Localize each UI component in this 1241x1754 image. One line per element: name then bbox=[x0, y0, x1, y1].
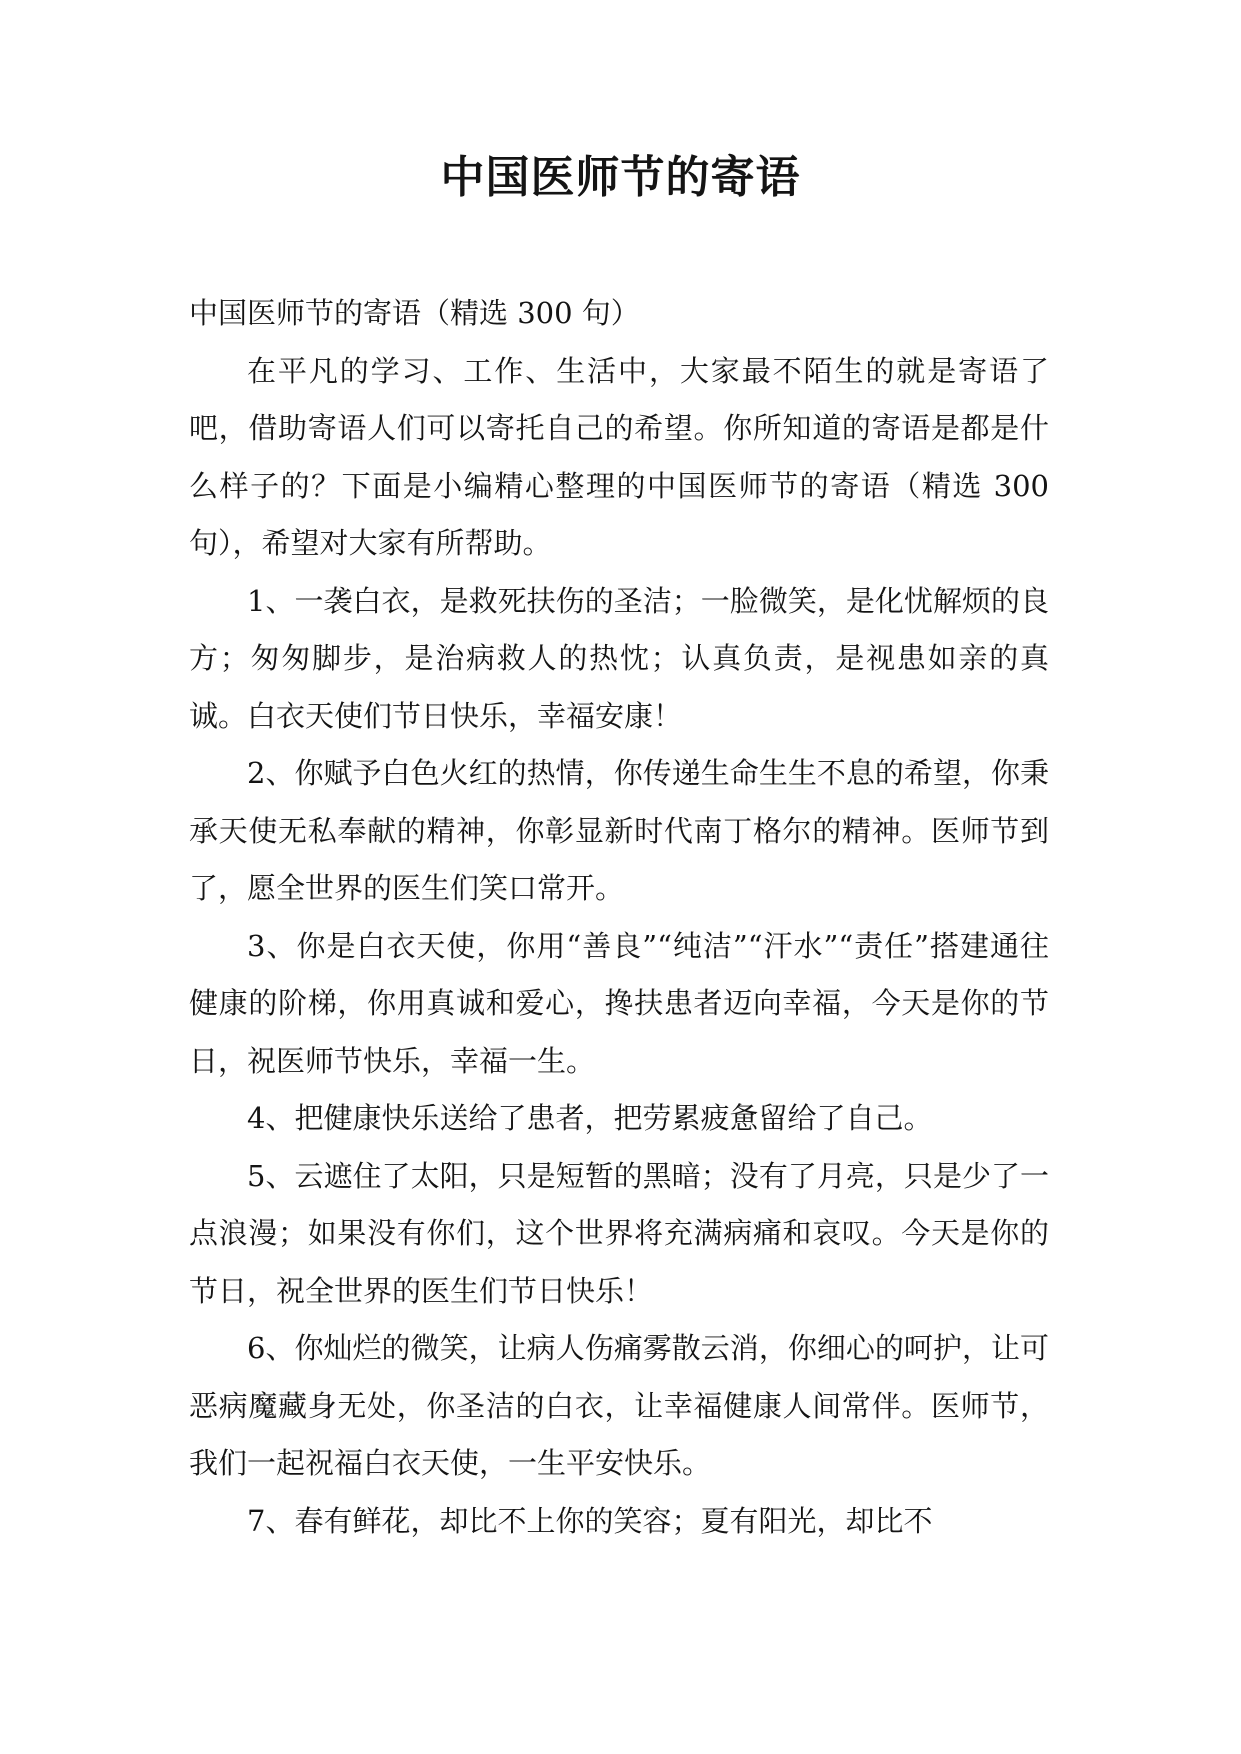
message-paragraph-6: 6、你灿烂的微笑，让病人伤痛雾散云消，你细心的呵护，让可恶病魔藏身无处，你圣洁的白衣，让幸福健康人间常伴。医师节，我们一起祝福白衣天使，一生平安快乐。 bbox=[189, 1331, 1049, 1480]
document-title: 中国医师节的寄语 bbox=[440, 152, 801, 203]
document-subtitle: 中国医师节的寄语（精选 300 句） bbox=[189, 296, 640, 330]
message-paragraph-5: 5、云遮住了太阳，只是短暂的黑暗；没有了月亮，只是少了一点浪漫；如果没有你们，这个世界将充满病痛和哀叹。今天是你的节日，祝全世界的医生们节日快乐！ bbox=[189, 1158, 1049, 1308]
message-paragraph-2: 2、你赋予白色火红的热情，你传递生命生生不息的希望，你秉承天使无私奉献的精神，你彰显新时代南丁格尔的精神。医师节到了，愿全世界的医生们笑口常开。 bbox=[189, 756, 1049, 905]
intro-paragraph: 在平凡的学习、工作、生活中，大家最不陌生的就是寄语了吧，借助寄语人们可以寄托自己的希望。你所知道的寄语是都是什么样子的？下面是小编精心整理的中国医师节的寄语（精选 300 句），希望对大家有所帮助。 bbox=[189, 353, 1049, 560]
document-body bbox=[189, 285, 1049, 1550]
message-paragraph-4: 4、把健康快乐送给了患者，把劳累疲惫留给了自己。 bbox=[247, 1101, 933, 1135]
message-paragraph-3: 3、你是白衣天使，你用“善良”“纯洁”“汗水”“责任”搭建通往健康的阶梯，你用真诚和爱心，搀扶患者迈向幸福，今天是你的节日，祝医师节快乐，幸福一生。 bbox=[189, 928, 1049, 1078]
message-paragraph-7: 7、春有鲜花，却比不上你的笑容；夏有阳光，却比不 bbox=[247, 1503, 933, 1538]
message-paragraph-1: 1、一袭白衣，是救死扶伤的圣洁；一脸微笑，是化忧解烦的良方；匆匆脚步，是治病救人的热忱；认真负责，是视患如亲的真诚。白衣天使们节日快乐，幸福安康！ bbox=[189, 583, 1049, 733]
